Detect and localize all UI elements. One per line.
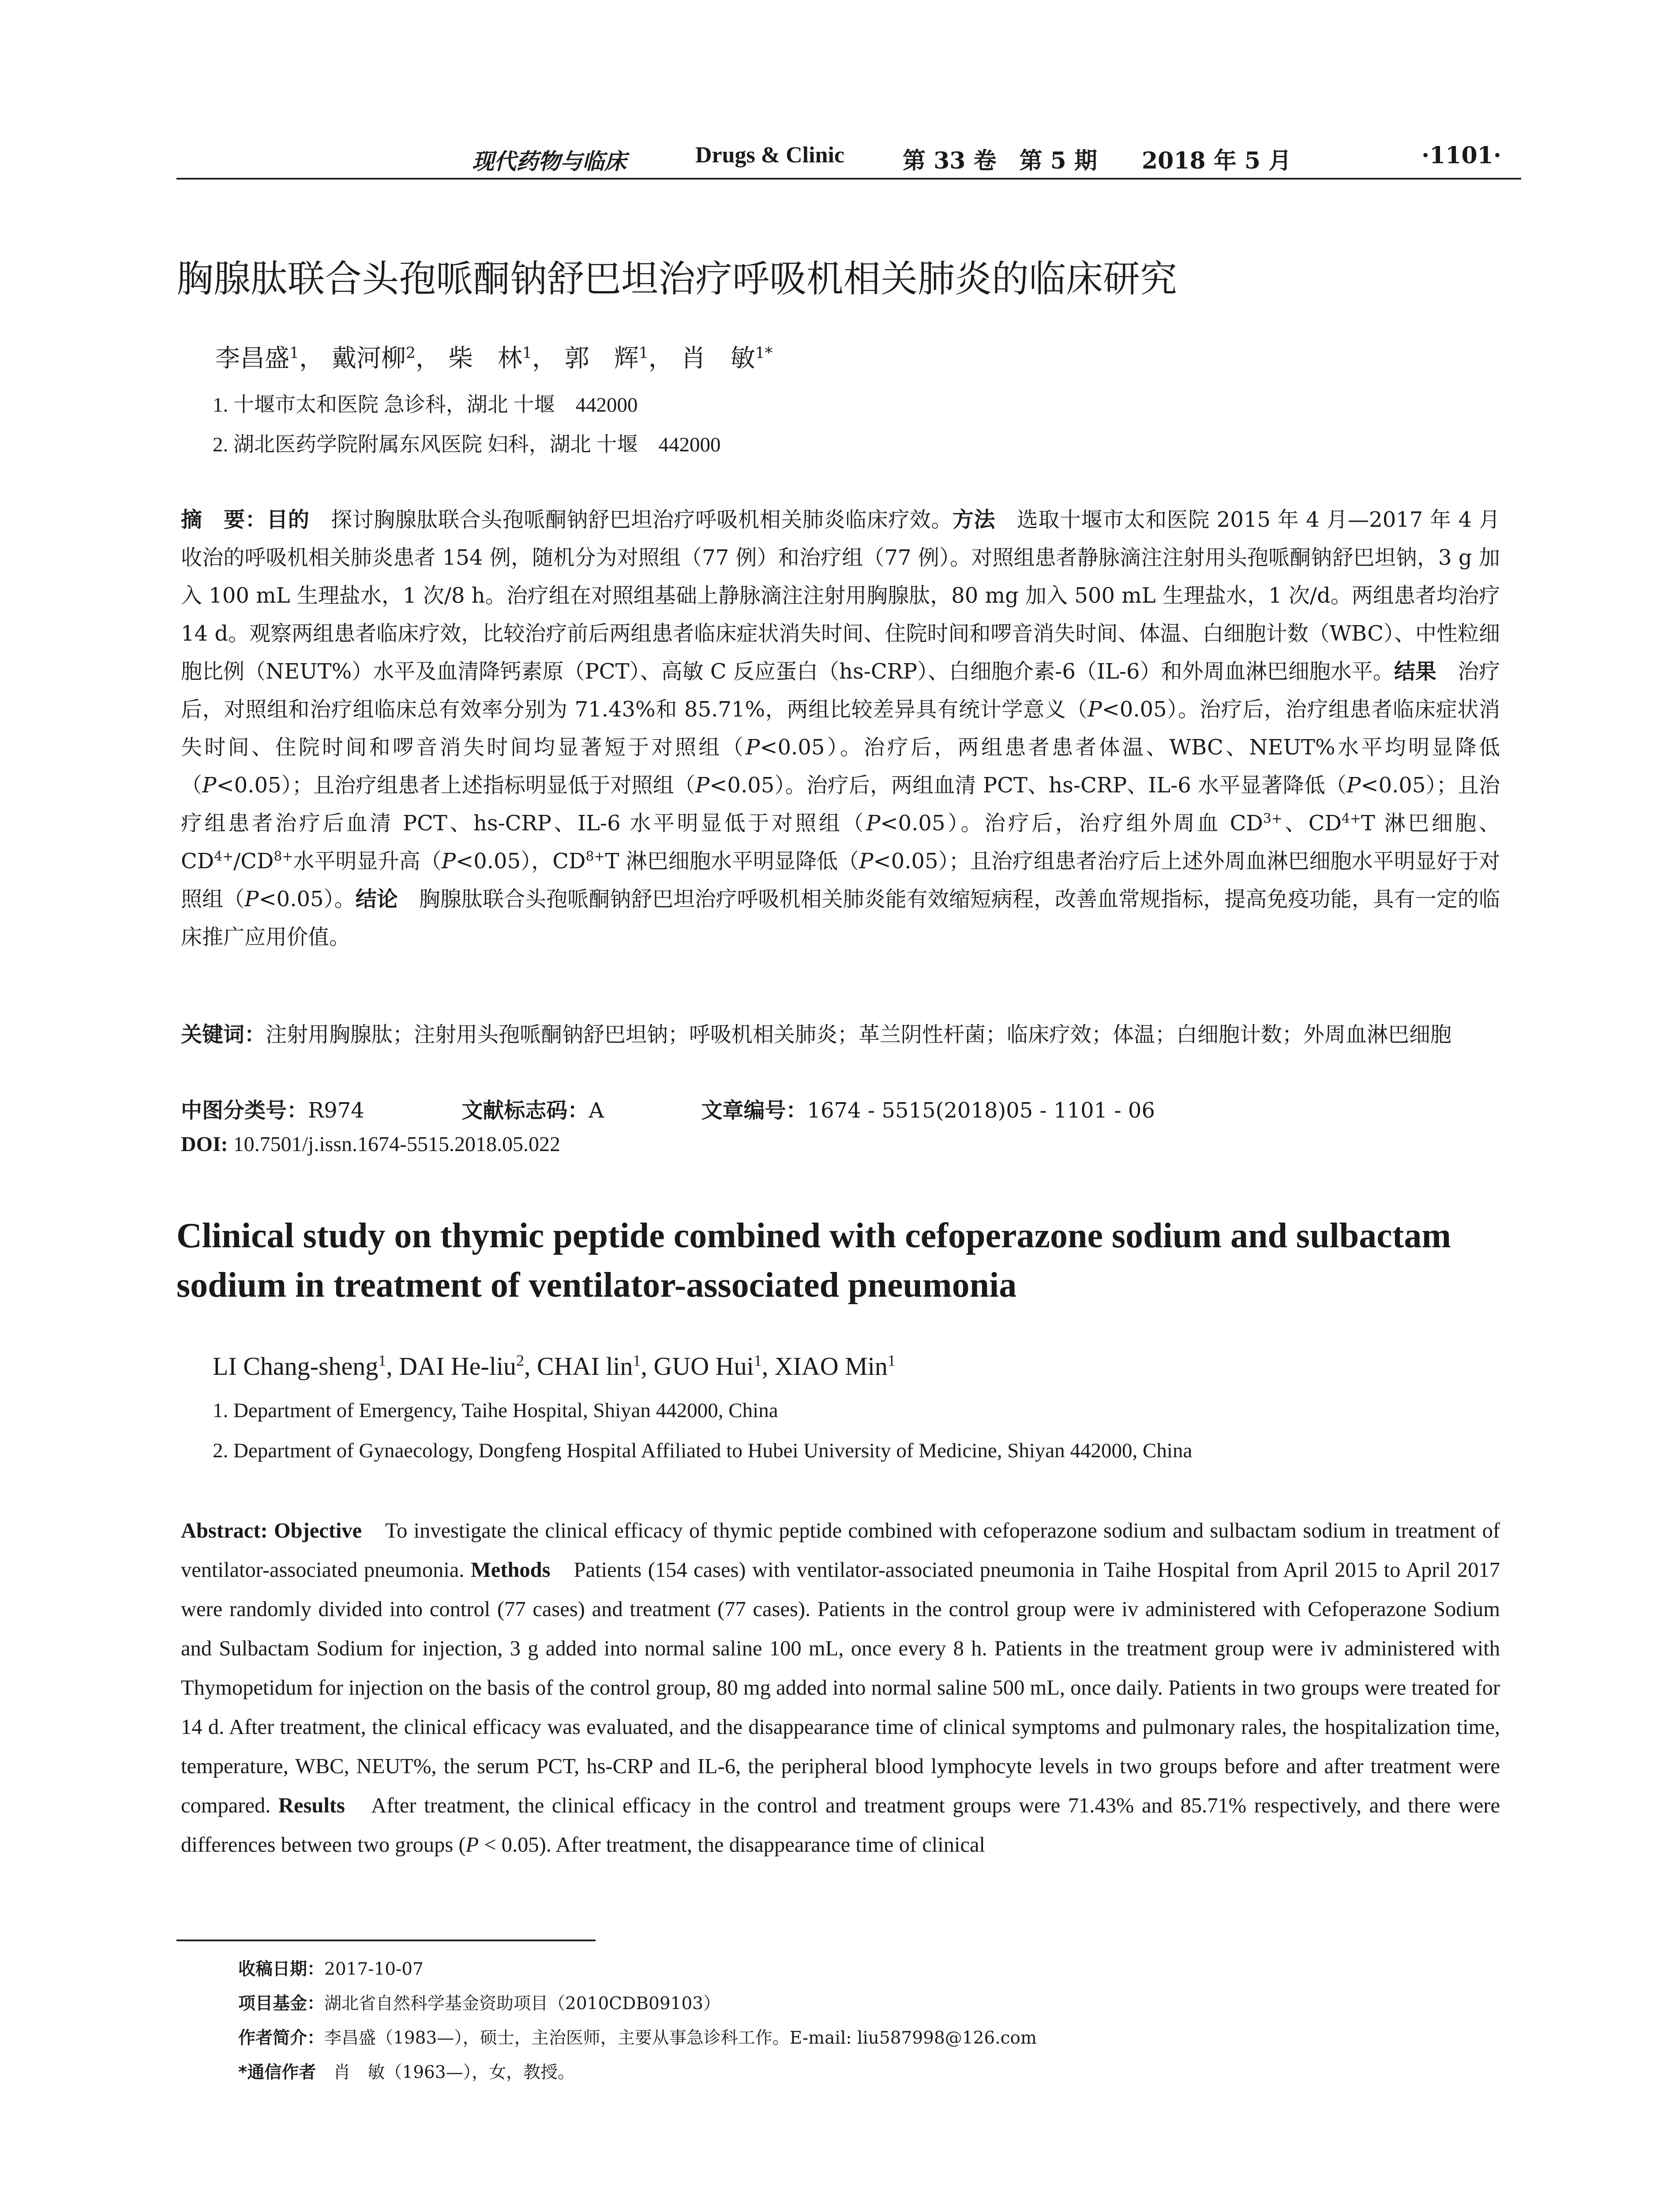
results-text: <0.05）。治疗后，两组患者患者体温、WBC、NEUT%水平均明显降低（ [181, 735, 1500, 798]
superscript: 8+ [274, 849, 293, 864]
p-symbol: P [1088, 697, 1102, 722]
keywords-text: 注射用胸腺肽；注射用头孢哌酮钠舒巴坦钠；呼吸机相关肺炎；革兰阴性杆菌；临床疗效；体温；白细胞计数；外周血淋巴细胞 [266, 1022, 1452, 1047]
author-name: 李昌盛 [215, 344, 289, 373]
footnote-corresponding-author [238, 2059, 575, 2083]
clc-label: 中图分类号： [181, 1098, 308, 1123]
results-text: <0.05）。治疗后，治疗组外周血 CD [880, 811, 1263, 836]
author-name: GUO Hui [653, 1352, 754, 1381]
doc-code-value: A [589, 1098, 604, 1123]
author-affil-mark: 1 [378, 1351, 386, 1369]
running-header-volume: 第 33 卷 第 5 期 [903, 147, 1097, 174]
author-affil-mark: 2 [405, 344, 416, 362]
author-affil-mark: 1 [522, 344, 532, 362]
author-affil-mark: 1 [289, 344, 300, 362]
paper-title-en: Clinical study on thymic peptide combined with cefoperazone sodium and sulbactam sodium in treatment of ventilator-associated pneumonia [176, 1216, 1451, 1305]
doi-line [181, 1132, 560, 1156]
p-symbol: P [441, 849, 456, 874]
doc-code-label: 文献标志码： [461, 1098, 589, 1123]
results-text: < 0.05). After treatment, the disappearance time of clinical [479, 1833, 985, 1857]
header-rule [176, 178, 1521, 180]
fund-text: 湖北省自然科学基金资助项目（2010CDB09103） [324, 1994, 721, 2014]
superscript: 3+ [1263, 811, 1282, 826]
author-affil-mark: 1 [887, 1351, 896, 1369]
running-header-date: 2018 年 5 月 [1142, 147, 1292, 174]
author-name: 戴河柳 [331, 344, 406, 373]
footnote-rule [176, 1940, 596, 1941]
results-text: <0.05）；且治疗组患者上述指标明显低于对照组（ [216, 773, 695, 798]
p-symbol: P [866, 811, 881, 836]
article-number-value: 1674 - 5515(2018)05 - 1101 - 06 [807, 1098, 1155, 1123]
objective-text: To investigate the clinical efficacy of thymic peptide combined with cefoperazone sodium and sulbactam sodium in treatment of ventilator-associated pneumonia. [181, 1519, 1500, 1582]
abstract-en [181, 1511, 1500, 1865]
results-text: T 淋巴细胞、CD [181, 811, 1500, 874]
author-list-en: LI Chang-sheng$^1$, DAI He-liu$^2$, CHAI lin$^1$, GUO Hui$^1$, XIAO Min$^1$ [213, 1351, 896, 1381]
keywords-cn [181, 1016, 1500, 1054]
p-symbol: P [695, 773, 710, 798]
methods-label: Methods [470, 1558, 551, 1582]
author-affil-mark: 2 [516, 1351, 525, 1369]
corr-text: 肖 敏（1963—），女，教授。 [316, 2063, 575, 2082]
author-name: 肖 敏 [681, 344, 755, 373]
running-header-page-number: ·1101· [1421, 142, 1501, 169]
running-header-journal-en: Drugs & Clinic [695, 143, 844, 168]
abstract-objective-label: Abstract: Objective [181, 1519, 362, 1542]
p-symbol: P [465, 1833, 479, 1857]
p-symbol: P [202, 773, 217, 798]
keywords-label: 关键词： [181, 1022, 266, 1047]
abstract-label: 摘 要： [181, 507, 267, 532]
author-name: 郭 辉 [564, 344, 639, 373]
results-text: <0.05），CD [456, 849, 586, 874]
superscript: 4+ [1342, 811, 1361, 826]
doi-value[interactable]: 10.7501/j.issn.1674-5515.2018.05.022 [228, 1133, 561, 1156]
footnote-author-bio [238, 2024, 1037, 2049]
results-text: 治疗后，对照组和治疗组临床总有效率分别为 71.43%和 85.71%，两组比较差异具有统计学意义（ [181, 659, 1500, 722]
classification-line [181, 1093, 1155, 1124]
received-label: 收稿日期： [238, 1959, 325, 1979]
author-affil-mark: 1 [754, 1351, 762, 1369]
author-name: DAI He-liu [399, 1352, 517, 1381]
results-text: 、CD [1282, 811, 1342, 836]
received-date: 2017-10-07 [324, 1959, 424, 1979]
author-name: LI Chang-sheng [213, 1352, 379, 1381]
corr-label: *通信作者 [238, 2063, 316, 2082]
p-symbol: P [1346, 773, 1361, 798]
results-text: /CD [233, 849, 274, 874]
p-symbol: P [859, 849, 874, 874]
objective-label: 目的 [266, 507, 310, 532]
author-affil-mark: 1 [633, 1351, 641, 1369]
objective-text: 探讨胸腺肽联合头孢哌酮钠舒巴坦治疗呼吸机相关肺炎临床疗效。 [309, 507, 952, 532]
p-symbol: P [745, 735, 760, 760]
author-affil-mark: 1 [638, 344, 649, 362]
conclusion-text: 胸腺肽联合头孢哌酮钠舒巴坦治疗呼吸机相关肺炎能有效缩短病程，改善血常规指标，提高免疫功能，具有一定的临床推广应用价值。 [181, 887, 1500, 949]
superscript: 8+ [585, 849, 605, 864]
results-text: <0.05）；且治疗组患者治疗后血清 PCT、hs-CRP、IL-6 水平明显低于对照组（ [181, 773, 1500, 836]
results-text: <0.05）；且治疗组患者治疗后上述外周血淋巴细胞水平明显好于对照组（ [181, 849, 1500, 912]
results-text: T 淋巴细胞水平明显降低（ [605, 849, 859, 874]
methods-label: 方法 [952, 507, 996, 532]
abstract-cn [181, 501, 1500, 956]
paper-title-cn: 胸腺肽联合头孢哌酮钠舒巴坦治疗呼吸机相关肺炎的临床研究 [176, 257, 1178, 300]
results-text: 水平明显升高（ [293, 849, 442, 874]
fund-label: 项目基金： [238, 1994, 325, 2014]
bio-label: 作者简介： [238, 2028, 325, 2048]
clc-value: R974 [308, 1098, 364, 1123]
footnote-fund [238, 1990, 720, 2015]
results-text: <0.05）。治疗后，治疗组患者临床症状消失时间、住院时间和啰音消失时间均显著短于对照组（ [181, 697, 1500, 760]
results-text: <0.05）。 [259, 887, 356, 912]
superscript: 4+ [214, 849, 234, 864]
author-name: CHAI lin [537, 1352, 633, 1381]
results-text: After treatment, the clinical efficacy in the control and treatment groups were 71.43% and 85.71% respectively, and there were differences between two groups ( [181, 1794, 1500, 1857]
affiliation-en: 2. Department of Gynaecology, Dongfeng Hospital Affiliated to Hubei University of Medicine, Shiyan 442000, China [213, 1439, 1192, 1462]
methods-text: 选取十堰市太和医院 2015 年 4 月—2017 年 4 月收治的呼吸机相关肺炎患者 154 例，随机分为对照组（77 例）和治疗组（77 例）。对照组患者静脉滴注注射用头孢哌酮钠舒巴坦钠，3 g 加入 100 mL 生理盐水，1 次/8 h。治疗组在对照组基础上静脉滴注注射用胸腺肽，80 mg 加入 500 mL 生理盐水，1 次/d。两组患者均治疗 14 d。观察两组患者临床疗效，比较治疗前后两组患者临床症状消失时间、住院时间和啰音消失时间、体温、白细胞计数（WBC）、中性粒细胞比例（NEUT%）水平及血清降钙素原（PCT）、高敏 C 反应蛋白（hs-CRP）、白细胞介素-6（IL-6）和外周血淋巴细胞水平。 [181, 507, 1500, 684]
footnote-received [238, 1955, 424, 1980]
affiliation-en: 1. Department of Emergency, Taihe Hospital, Shiyan 442000, China [213, 1399, 778, 1422]
results-text: <0.05）。治疗后，两组血清 PCT、hs-CRP、IL-6 水平显著降低（ [709, 773, 1347, 798]
author-affil-mark: 1* [755, 344, 773, 362]
bio-text: 李昌盛（1983—），硕士，主治医师，主要从事急诊科工作。E-mail: liu587998@126.com [324, 2028, 1037, 2048]
author-name: 柴 林 [448, 344, 522, 373]
running-header-journal-cn: 现代药物与临床 [472, 148, 626, 174]
methods-text: Patients (154 cases) with ventilator-associated pneumonia in Taihe Hospital from April 2015 to April 2017 were randomly divided into control (77 cases) and treatment (77 cases). Patients in the control group were iv administered with Cefoperazone Sodium and Sulbactam Sodium for injection, 3 g added into normal saline 100 mL, once every 8 h. Patients in the treatment group were iv administered with Thymopetidum for injection on the basis of the control group, 80 mg added into normal saline 500 mL, once daily. Patients in two groups were treated for 14 d. After treatment, the clinical efficacy was evaluated, and the disappearance time of clinical symptoms and pulmonary rales, the hospitalization time, temperature, WBC, NEUT%, the serum PCT, hs-CRP and IL-6, the peripheral blood lymphocyte levels in two groups before and after treatment were compared. [181, 1558, 1500, 1817]
doi-label: DOI: [181, 1133, 228, 1156]
author-list-cn: 李昌盛$^1$， 戴河柳$^2$， 柴 林$^1$， 郭 辉$^1$， 肖 敏$^{1*}$ [215, 344, 773, 373]
conclusion-label: 结论 [355, 887, 398, 912]
results-label: Results [278, 1794, 345, 1817]
affiliation-cn: 2. 湖北医药学院附属东风医院 妇科，湖北 十堰 442000 [213, 433, 721, 456]
author-name: XIAO Min [774, 1352, 888, 1381]
affiliation-cn: 1. 十堰市太和医院 急诊科，湖北 十堰 442000 [213, 394, 638, 416]
results-label: 结果 [1394, 659, 1436, 684]
article-number-label: 文章编号： [701, 1098, 807, 1123]
p-symbol: P [244, 887, 259, 912]
